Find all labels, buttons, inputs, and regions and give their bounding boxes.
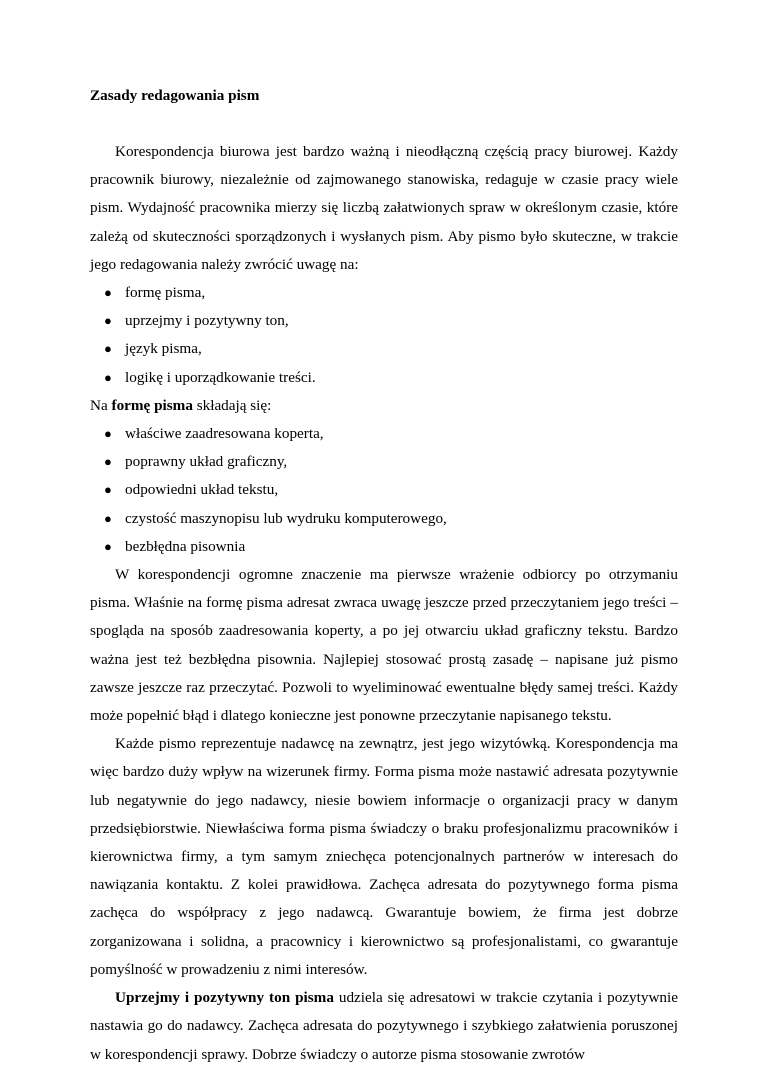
form-term: formę pisma <box>111 396 193 414</box>
tone-paragraph: Uprzejmy i pozytywny ton pisma udziela się adresatowi w trakcie czytania i pozytywnie nastawia go do nadawcy. Zachęca adresata do pozytywnego i szybkiego załatwienia poruszonej w korespondencji sprawy. Dobrze świadczy o autorze pisma stosowanie zwrotów <box>90 989 678 1063</box>
intro-paragraph: Korespondencja biurowa jest bardzo ważną i nieodłączną częścią pracy biurowej. Każdy pracownik biurowy, niezależnie od zajmowanego stanowiska, redaguje w czasie pracy wiele pism. Wydajność pracownika mierzy się liczbą załatwionych spraw w określonym czasie, które zależą od skuteczności sporządzonych i wysłanych pism. Aby pismo było skuteczne, w trakcie jego redagowania należy zwrócić uwagę na: <box>90 143 678 273</box>
tone-term: Uprzejmy i pozytywny ton pisma <box>115 989 334 1007</box>
bullet-icon: ● <box>104 285 112 301</box>
list-item: ● formę pisma, <box>90 279 678 307</box>
list-item: ● odpowiedni układ tekstu, <box>90 476 678 504</box>
aspects-list <box>90 279 678 392</box>
form-elements-list <box>90 420 678 561</box>
bullet-icon: ● <box>104 369 112 385</box>
blank-line <box>90 110 678 138</box>
list-item: ● uprzejmy i pozytywny ton, <box>90 307 678 335</box>
document-title: Zasady redagowania pism <box>90 87 260 104</box>
list-item: ● język pisma, <box>90 335 678 363</box>
bullet-icon: ● <box>104 482 112 498</box>
bullet-icon: ● <box>104 454 112 470</box>
bullet-icon: ● <box>104 538 112 554</box>
bullet-icon: ● <box>104 341 112 357</box>
bullet-icon: ● <box>104 313 112 329</box>
impression-paragraph: W korespondencji ogromne znaczenie ma pierwsze wrażenie odbiorcy po otrzymaniu pisma. Właśnie na formę pisma adresat zwraca uwagę jeszcze przed przeczytaniem jego treści – spogląda na sposób zaadresowania koperty, a po jej otwarciu układ graficzny tekstu. Bardzo ważna jest też bezbłędna pisownia. Najlepiej stosować prostą zasadę – napisane już pismo zawsze jeszcze raz przeczytać. Pozwoli to wyeliminować ewentualne błędy samej treści. Każdy może popełnić błąd i dlatego konieczne jest ponowne przeczytanie napisanego tekstu. <box>90 566 678 725</box>
bullet-icon: ● <box>104 510 112 526</box>
list-item: ● poprawny układ graficzny, <box>90 448 678 476</box>
list-item: ● bezbłędna pisownia <box>90 533 678 561</box>
bullet-icon: ● <box>104 426 112 442</box>
representation-paragraph: Każde pismo reprezentuje nadawcę na zewnątrz, jest jego wizytówką. Korespondencja ma więc bardzo duży wpływ na wizerunek firmy. Forma pisma może nastawić adresata pozytywnie lub negatywnie do jego nadawcy, niesie bowiem informacje o organizacji pracy w danym przedsiębiorstwie. Niewłaściwa forma pisma świadczy o braku profesjonalizmu pracowników i kierownictwa firmy, a tym samym zniechęca potencjonalnych partnerów w interesach do nawiązania kontaktu. Z kolei prawidłowa. Zachęca adresata do pozytywnego forma pisma zachęca do współpracy z jego nadawcą. Gwarantuje bowiem, że firma jest dobrze zorganizowana i solidna, a pracownicy i kierownictwo są profesjonalistami, co gwarantuje pomyślność w prowadzeniu z nimi interesów. <box>90 735 678 978</box>
list-item: ● logikę i uporządkowanie treści. <box>90 364 678 392</box>
form-intro-line: Na formę pisma składają się: <box>90 396 272 414</box>
document-page <box>90 82 678 1069</box>
list-item: ● czystość maszynopisu lub wydruku komputerowego, <box>90 505 678 533</box>
list-item: ● właściwe zaadresowana koperta, <box>90 420 678 448</box>
